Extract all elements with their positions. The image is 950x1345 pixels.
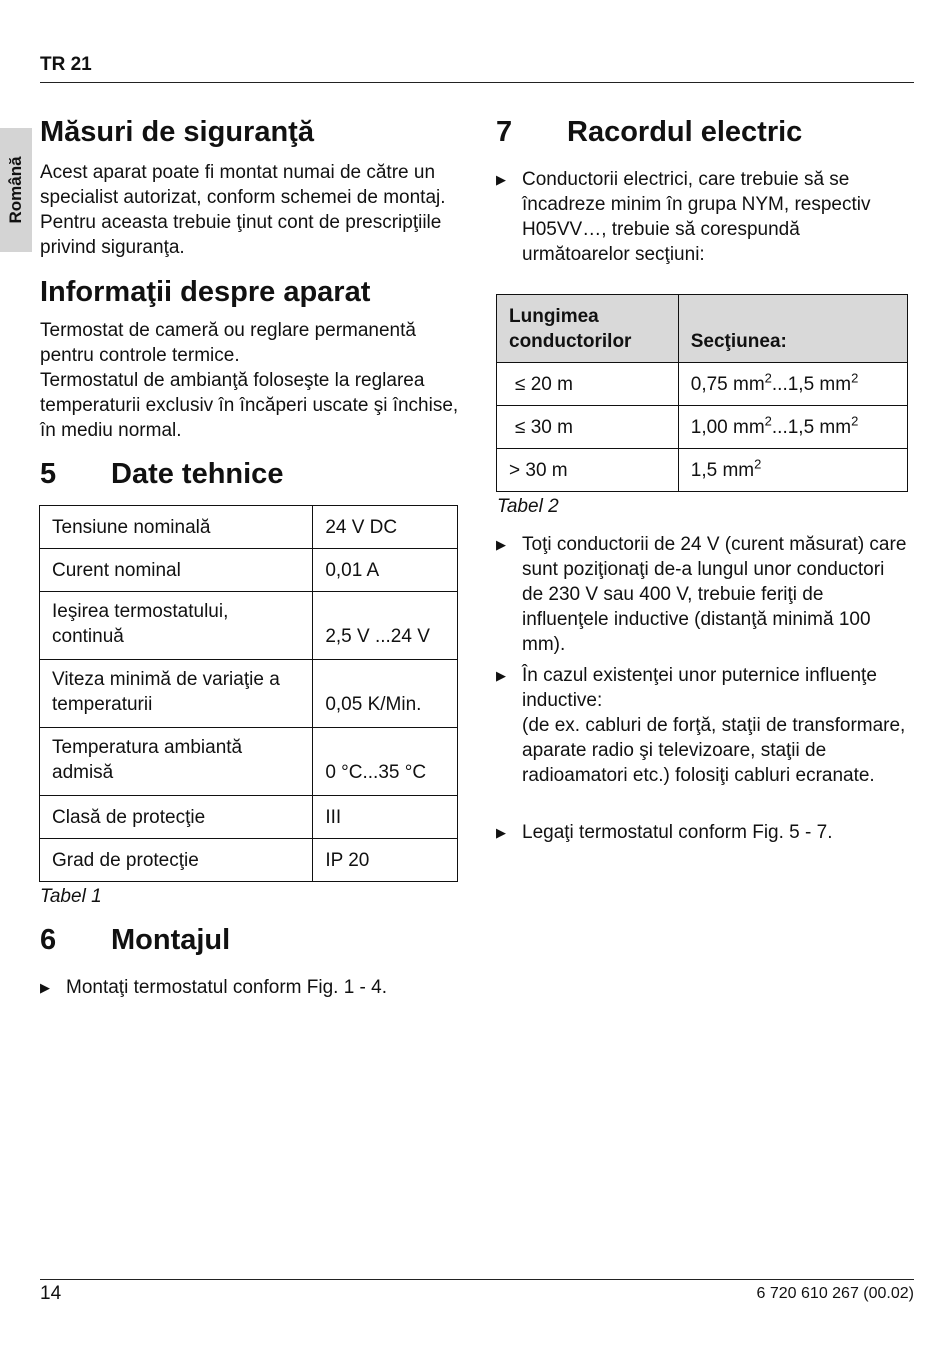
table-row — [497, 449, 908, 492]
bullet-arrow-icon: ▶ — [496, 825, 506, 840]
tech-label: Clasă de protecţie — [40, 796, 313, 839]
tech-section-title: Date tehnice — [111, 458, 284, 490]
footer-divider — [40, 1279, 914, 1280]
electric-heading — [496, 116, 802, 149]
table-row — [497, 406, 908, 449]
tech-value: 0,05 K/Min. — [313, 660, 458, 728]
bullet-arrow-icon: ▶ — [496, 172, 506, 187]
document-code: TR 21 — [40, 54, 92, 75]
document-number: 6 720 610 267 (00.02) — [756, 1285, 914, 1302]
tech-label: Viteza minimă de variaţie a temperaturii — [40, 660, 313, 728]
safety-text: Acest aparat poate fi montat numai de către un specialist autorizat, conform schemei de montaj. Pentru aceasta trebuie ţinut cont de prescripţiile privind siguranţa. — [40, 162, 446, 258]
table-row — [40, 796, 458, 839]
electric-bullet-2: ▶ Toţi conductorii de 24 V (curent măsurat) care sunt poziţionaţi de-a lungul unor conductori de 230 V sau 400 V, trebuie feriţi de influenţele inductive (distanţă minimă 100 mm). — [496, 534, 907, 655]
table-2-caption: Tabel 2 — [497, 496, 559, 517]
electric-bullet-4: ▶ Legaţi termostatul conform Fig. 5 - 7. — [496, 822, 833, 843]
mounting-bullet: ▶ Montaţi termostatul conform Fig. 1 - 4. — [40, 977, 388, 998]
length-cell: ≤ 20 m — [497, 363, 679, 406]
tech-value: 2,5 V ...24 V — [313, 592, 458, 660]
header-divider — [40, 82, 914, 83]
safety-heading: Măsuri de siguranţă — [40, 116, 314, 148]
device-info-text-2: Termostatul de ambianţă foloseşte la reglarea temperaturii exclusiv în încăperi uscate şi închise, în mediu normal. — [40, 370, 459, 441]
tech-label: Ieşirea termostatului, continuă — [40, 592, 313, 660]
language-tab — [0, 128, 32, 252]
language-tab-label: Română — [6, 156, 25, 224]
electric-section-number: 7 — [496, 116, 513, 148]
table-1-caption: Tabel 1 — [40, 886, 102, 907]
electric-section-title: Racordul electric — [567, 116, 803, 148]
table-row — [40, 592, 458, 660]
mounting-heading — [40, 924, 230, 957]
tech-table — [39, 505, 458, 882]
tech-label: Grad de protecţie — [40, 839, 313, 882]
bullet-arrow-icon: ▶ — [496, 537, 506, 552]
section-cell: 1,00 $mm^2...1,5$ $mm^2$ — [678, 406, 907, 449]
cable-table — [496, 294, 908, 492]
device-info-heading: Informaţii despre aparat — [40, 276, 371, 308]
device-info-text-1: Termostat de cameră ou reglare permanentă pentru controle termice. — [40, 320, 416, 366]
mounting-section-title: Montajul — [111, 924, 231, 956]
table-row — [40, 549, 458, 592]
section-cell: 1,5 $mm^2$ — [678, 449, 907, 492]
table-header-row — [497, 295, 908, 363]
table-row — [40, 728, 458, 796]
tech-value: 0,01 A — [313, 549, 458, 592]
length-cell: > 30 m — [497, 449, 679, 492]
tech-heading — [40, 458, 283, 491]
page-number: 14 — [40, 1283, 62, 1304]
tech-label: Temperatura ambiantă admisă — [40, 728, 313, 796]
mounting-section-number: 6 — [40, 924, 57, 956]
tech-value: III — [313, 796, 458, 839]
tech-label: Tensiune nominală — [40, 506, 313, 549]
section-cell: 0,75 $mm^2...1,5$ $mm^2$ — [678, 363, 907, 406]
section-header: Secţiunea: — [678, 295, 907, 363]
table-row — [40, 506, 458, 549]
electric-bullet-1: ▶ Conductorii electrici, care trebuie să se încadreze minim în grupa NYM, respectiv H05VV…, trebuie să corespundă următoarelor secţiuni: — [496, 169, 871, 265]
table-row — [40, 660, 458, 728]
table-row — [497, 363, 908, 406]
electric-bullet-3: ▶ În cazul existenţei unor puternice influenţe inductive: (de ex. cabluri de forţă, staţii de transformare, aparate radio şi televizoare, staţii de radioamatori etc.) folosiţi cabluri ecranate. — [496, 665, 906, 786]
table-row — [40, 839, 458, 882]
tech-label: Curent nominal — [40, 549, 313, 592]
length-header: Lungimea conductorilor — [497, 295, 679, 363]
length-cell: ≤ 30 m — [497, 406, 679, 449]
tech-value: 24 V DC — [313, 506, 458, 549]
tech-value: 0 °C...35 °C — [313, 728, 458, 796]
tech-section-number: 5 — [40, 458, 57, 490]
tech-value: IP 20 — [313, 839, 458, 882]
bullet-arrow-icon: ▶ — [40, 980, 50, 995]
bullet-arrow-icon: ▶ — [496, 668, 506, 683]
